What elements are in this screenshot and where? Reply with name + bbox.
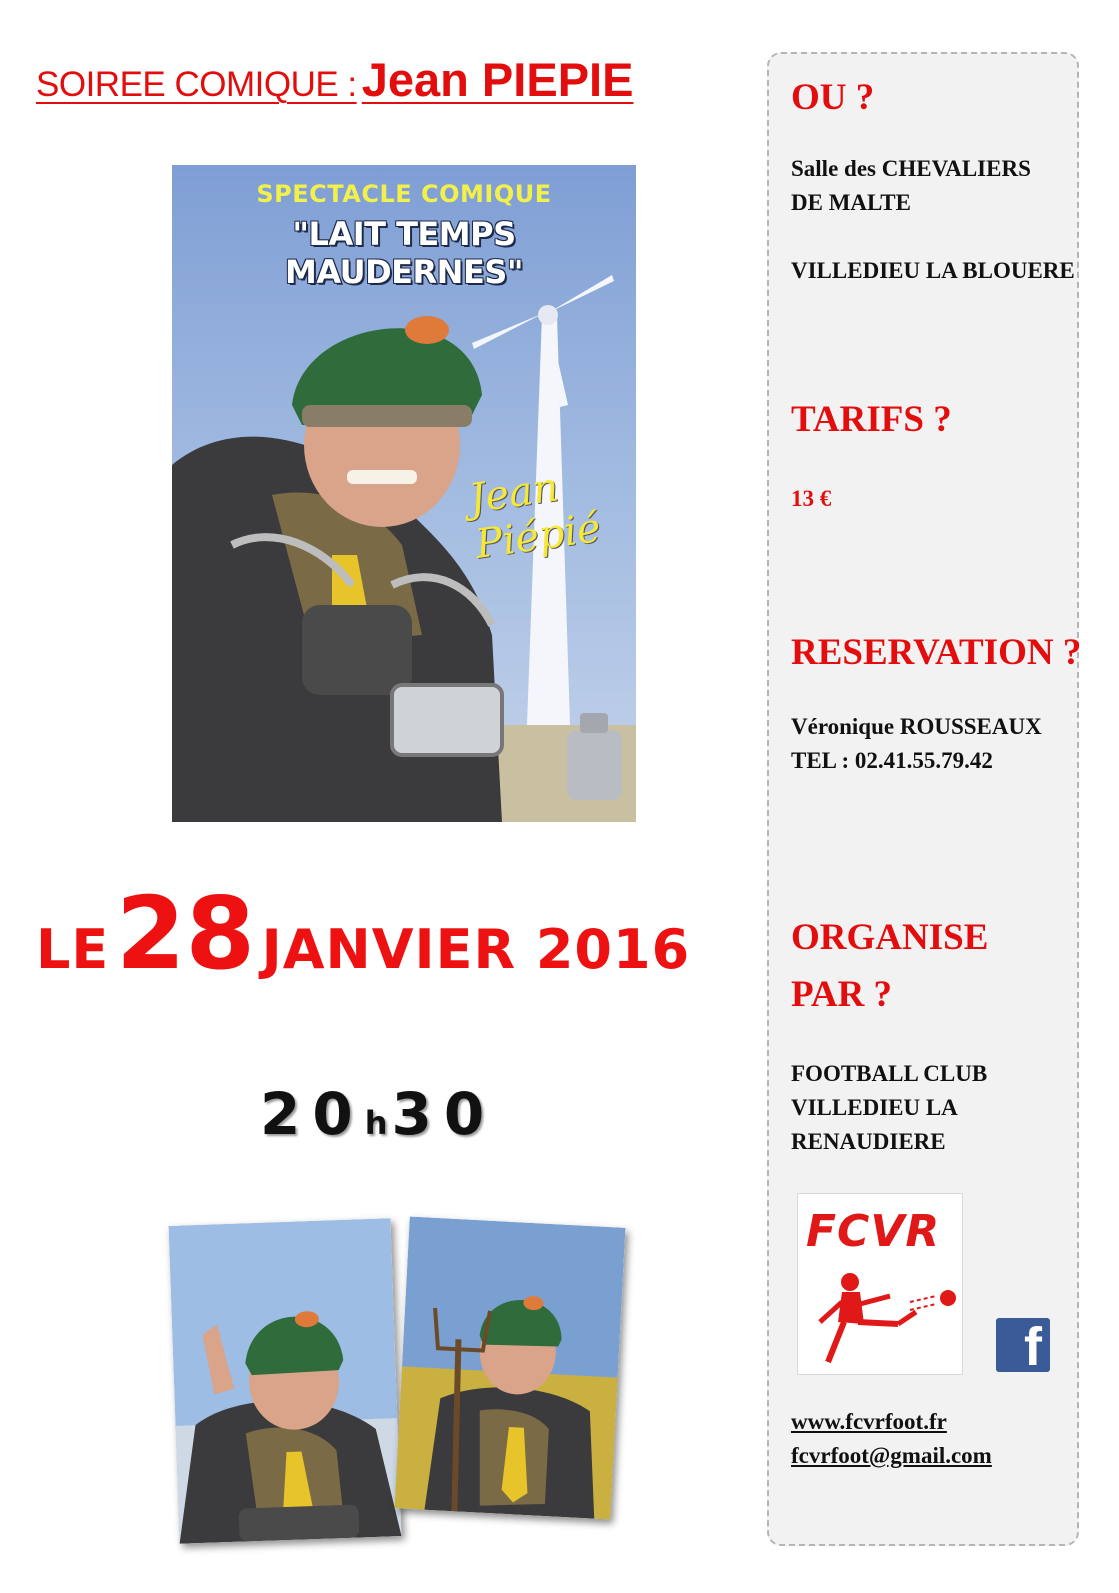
wind-turbine-blade [472,313,544,349]
show-poster [172,165,636,822]
where-line-3: VILLEDIEU LA BLOUERE [791,258,1075,283]
teeth [347,470,417,484]
organiser-line-2: VILLEDIEU LA [791,1095,958,1120]
tarifs-heading: TARIFS ? [791,399,952,440]
time-hours: 20 [260,1080,365,1148]
facebook-icon[interactable] [996,1317,1050,1377]
photo-waving-illustration [169,1218,402,1544]
organiser-line-3: RENAUDIERE [791,1129,946,1154]
photo-pitchfork-illustration [395,1217,626,1520]
event-time [260,1080,520,1150]
email-link[interactable]: fcvrfoot@gmail.com [791,1443,992,1468]
website-link[interactable]: www.fcvrfoot.fr [791,1409,947,1434]
cap-brim [302,405,472,427]
football-player-icon [798,1194,962,1374]
photo-waving [169,1218,402,1544]
title-part1: SOIREE COMIQUE : [36,65,357,104]
where-line-1: Salle des CHEVALIERS [791,156,1031,181]
date-month-year: JANVIER 2016 [261,918,691,981]
contact-phone: TEL : 02.41.55.79.42 [791,748,993,773]
organiser-line-1: FOOTBALL CLUB [791,1061,988,1086]
poster-show-title: "LAIT TEMPS MAUDERNES" [284,215,524,291]
time-minutes: 30 [391,1080,497,1148]
event-date [36,875,736,995]
club-logo-text: FCVR [806,1206,941,1257]
moped-body [302,605,412,695]
facebook-glyph: f [1024,1317,1042,1377]
date-day: 28 [115,875,256,992]
page-title [36,52,716,112]
photo-pitchfork [395,1217,626,1520]
milk-can [567,730,622,800]
milk-can-neck [580,713,608,733]
reservation-heading: RESERVATION ? [791,632,1082,673]
time-h: h [364,1104,392,1142]
wind-turbine-hub [538,305,558,325]
organise-heading-line-1: ORGANISE [791,917,989,958]
poster-subtitle: SPECTACLE COMIQUE [256,180,552,208]
price-value: 13 € [791,486,832,511]
moped-headlight [392,685,502,755]
contact-name: Véronique ROUSSEAUX [791,714,1042,739]
helmet-badge [405,316,449,344]
where-line-2: DE MALTE [791,190,911,215]
date-prefix: LE [36,918,110,981]
where-heading: OU ? [791,77,875,118]
poster-signature: Jean Piépié [466,464,604,568]
title-part2: Jean PIEPIE [361,53,634,106]
club-logo [797,1193,963,1375]
organise-heading-line-2: PAR ? [791,974,893,1015]
